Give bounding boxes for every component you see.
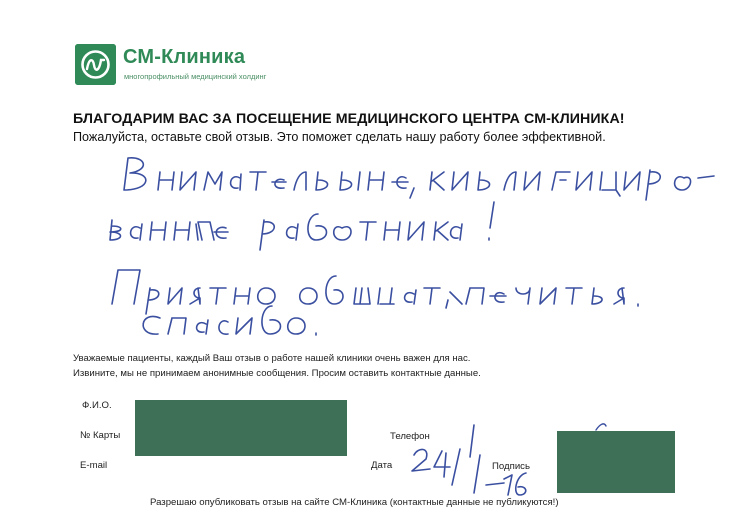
handwriting-line-1 [124, 158, 714, 200]
phone-label: Телефон [390, 431, 430, 442]
handwriting-line-4 [143, 306, 316, 335]
date-label: Дата [371, 460, 393, 471]
phone-signature-redaction [557, 431, 675, 493]
signature-stroke [592, 420, 612, 434]
card-number-label: № Карты [80, 430, 121, 441]
notice-line-1: Уважаемые пациенты, каждый Ваш отзыв о работе нашей клиники очень важен для нас. [73, 353, 471, 364]
clinic-name: СМ-Клиника [123, 46, 246, 68]
handwriting-line-3 [112, 270, 638, 314]
notice-line-2: Извините, мы не принимаем анонимные сообщения. Просим оставить контактные данные. [73, 368, 481, 379]
clinic-tagline: многопрофильный медицинский холдинг [124, 72, 267, 81]
signature-label: Подпись [492, 461, 530, 472]
publication-consent: Разрешаю опубликовать отзыв на сайте СМ-Клиника (контактные данные не публикуются!) [150, 497, 559, 508]
form-subheading: Пожалуйста, оставьте свой отзыв. Это поможет сделать нашу работу более эффективной. [73, 130, 606, 144]
fio-label: Ф.И.О. [82, 400, 112, 411]
personal-data-redaction [135, 400, 347, 456]
email-label: E-mail [80, 460, 108, 471]
form-heading: БЛАГОДАРИМ ВАС ЗА ПОСЕЩЕНИЕ МЕДИЦИНСКОГО ЦЕНТРА СМ-КЛИНИКА! [73, 111, 625, 127]
handwriting-line-2 [110, 202, 494, 250]
handwritten-date [400, 415, 530, 500]
